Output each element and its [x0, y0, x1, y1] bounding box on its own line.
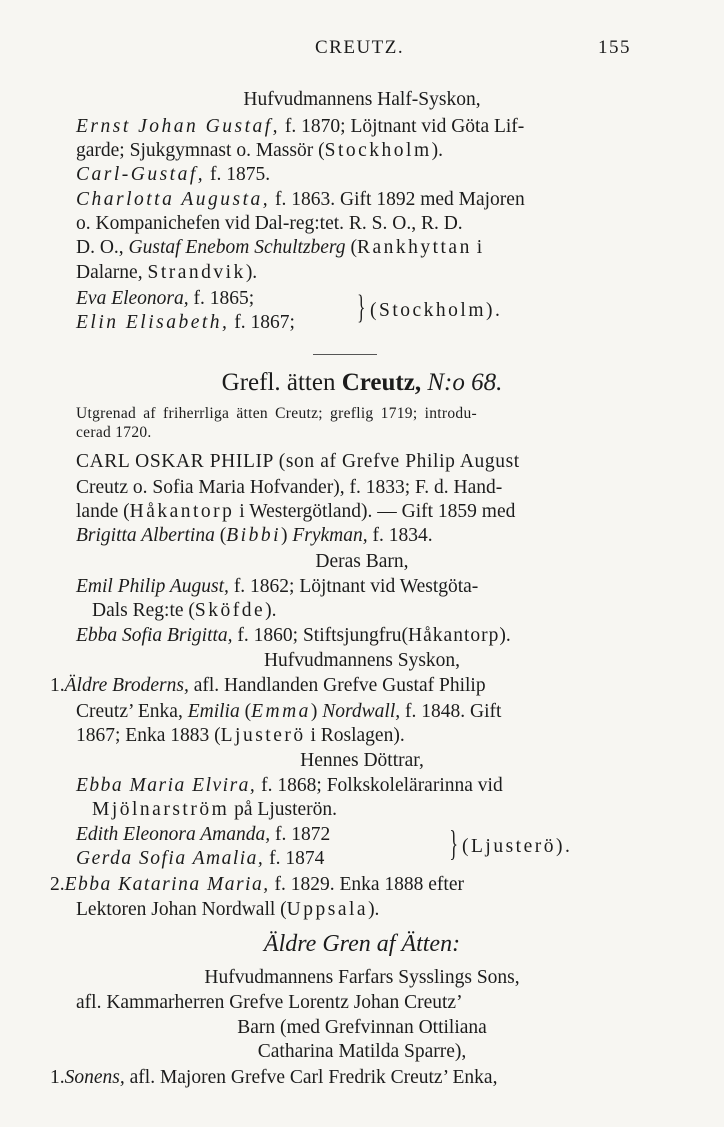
brace-icon: } — [449, 823, 458, 863]
place-name: Håkantorp — [408, 625, 500, 646]
line: garde; Sjukgymnast o. Massör (Stockholm). — [76, 140, 443, 161]
family-name: Creutz, — [341, 369, 422, 396]
line: CARL OSKAR PHILIP (son af Grefve Philip August — [76, 451, 520, 472]
line: Creutz o. Sofia Maria Hofvander), f. 1833; F. d. Hand- — [76, 477, 503, 498]
line: 1.Äldre Broderns, afl. Handlanden Grefve Gustaf Philip — [50, 675, 486, 696]
person-name: Äldre Broderns, — [64, 675, 189, 696]
line — [370, 299, 670, 323]
line: Mjölnarström på Ljusterön. — [92, 799, 338, 820]
line: afl. Kammarherren Grefve Lorentz Johan Creutz’ — [76, 992, 463, 1013]
place-name: Mjölnarström — [92, 799, 230, 820]
line: Emil Philip August, f. 1862; Löjtnant vid Westgöta- — [76, 576, 479, 597]
person-name: Ernst Johan Gustaf, — [76, 116, 281, 137]
page-number: 155 — [598, 37, 631, 58]
line: Ebba Sofia Brigitta, f. 1860; Stiftsjungfru(Håkantorp). — [76, 625, 511, 646]
place-name: (Stockholm). — [370, 300, 503, 321]
person-name: Gustaf Enebom Schultzberg — [128, 237, 346, 258]
person-name: Sonens, — [64, 1067, 125, 1088]
line: Dalarne, Strandvik). — [76, 262, 258, 283]
place-name: (Ljusterö). — [462, 836, 573, 857]
section-intro: Utgrenad af friherrliga ätten Creutz; greflig 1719; introdu- — [76, 405, 477, 422]
line: Barn (med Grefvinnan Ottiliana — [237, 1017, 487, 1038]
place-name: Håkantorp — [129, 501, 235, 522]
person-name: Carl-Gustaf, — [76, 164, 206, 185]
place-name: Ljusterö — [220, 725, 306, 746]
person-name: Ebba Maria Elvira, — [76, 775, 257, 796]
section-title: Grefl. ätten Creutz, N:o 68. — [221, 369, 503, 396]
line: Carl-Gustaf, f. 1875. — [76, 164, 271, 185]
person-name: Charlotta Augusta, — [76, 189, 271, 210]
person-name: Brigitta Albertina — [76, 525, 215, 546]
place-name: Sköfde — [194, 600, 266, 621]
person-name: Edith Eleonora Amanda, — [76, 824, 271, 845]
place-name: Uppsala — [286, 899, 369, 920]
person-name: Eva Eleonora, — [76, 288, 189, 309]
line: 1.Sonens, afl. Majoren Grefve Carl Fredrik Creutz’ Enka, — [50, 1067, 498, 1088]
person-name: Emilia — [187, 701, 240, 722]
line: Hufvudmannens Half-Syskon, — [243, 89, 481, 110]
line: Creutz’ Enka, Emilia (Emma) Nordwall, f. 1848. Gift — [76, 701, 502, 722]
line: lande (Håkantorp i Westergötland). — Gift 1859 med — [76, 501, 516, 522]
line: Dals Reg:te (Sköfde). — [92, 600, 277, 621]
person-name: Emil Philip August, — [76, 576, 229, 597]
line: Hennes Döttrar, — [300, 750, 424, 771]
line: Hufvudmannens Syskon, — [263, 650, 461, 671]
line: Brigitta Albertina (Bibbi) Frykman, f. 1834. — [76, 525, 433, 546]
line: Deras Barn, — [315, 551, 409, 572]
line: Lektoren Johan Nordwall (Uppsala). — [76, 899, 380, 920]
section-intro: cerad 1720. — [76, 424, 152, 441]
person-name: Ebba Katarina Maria, — [64, 874, 270, 895]
line: Gerda Sofia Amalia, f. 1874 — [76, 848, 325, 869]
place-name: Rankhyttan — [356, 237, 472, 258]
line: Hufvudmannens Farfars Sysslings Sons, — [204, 967, 520, 988]
place-name: Stockholm — [324, 140, 432, 161]
line: 1867; Enka 1883 (Ljusterö i Roslagen). — [76, 725, 405, 746]
line: Ebba Maria Elvira, f. 1868; Folkskolelärarinna vid — [76, 775, 503, 796]
line: o. Kompanichefen vid Dal-reg:tet. R. S. O., R. D. — [76, 213, 463, 234]
line: Elin Elisabeth, f. 1867; — [76, 312, 295, 333]
person-name: Elin Elisabeth, — [76, 312, 230, 333]
section-title: Äldre Gren af Ätten: — [263, 931, 461, 957]
line: Edith Eleonora Amanda, f. 1872 — [76, 824, 331, 845]
brace-icon: } — [357, 289, 366, 326]
section-divider — [313, 354, 377, 355]
person-name: Ebba Sofia Brigitta, — [76, 625, 233, 646]
person-name: Gerda Sofia Amalia, — [76, 848, 265, 869]
line: D. O., Gustaf Enebom Schultzberg (Rankhyttan i — [76, 237, 483, 258]
line: Eva Eleonora, f. 1865; — [76, 288, 255, 309]
place-name: Strandvik — [147, 262, 246, 283]
line: Catharina Matilda Sparre), — [257, 1041, 467, 1062]
line: Ernst Johan Gustaf, f. 1870; Löjtnant vid Göta Lif- — [76, 116, 525, 137]
line: 2.Ebba Katarina Maria, f. 1829. Enka 1888 efter — [50, 874, 464, 895]
line — [462, 835, 682, 859]
line: Charlotta Augusta, f. 1863. Gift 1892 med Majoren — [76, 189, 525, 210]
running-title: CREUTZ. — [315, 37, 405, 58]
